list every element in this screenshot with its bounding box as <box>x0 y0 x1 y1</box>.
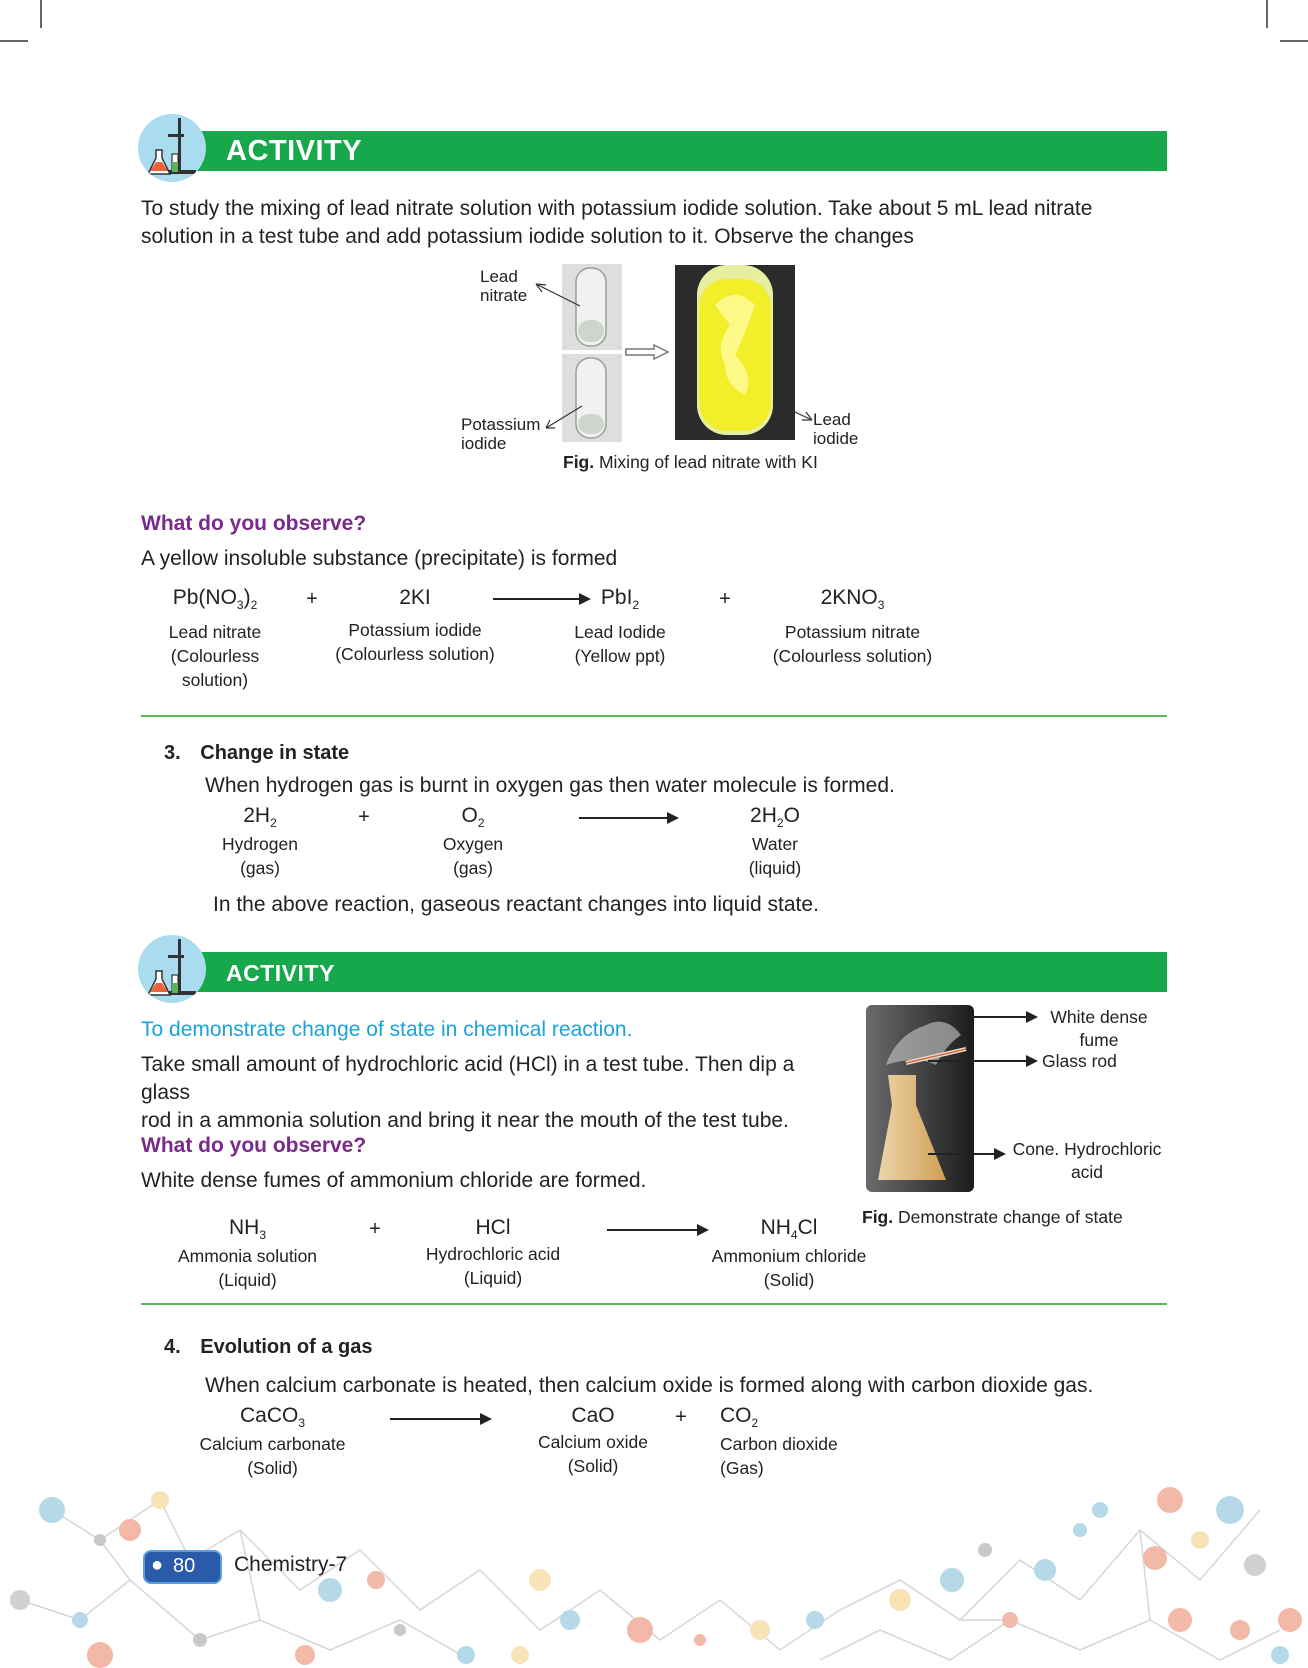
plus-sign: + <box>306 588 318 610</box>
reaction-arrow <box>607 1229 707 1231</box>
reactant-potassium-iodide: 2KI Potassium iodide (Colourless solution) <box>335 586 495 664</box>
product-water: $2H_2O$ Water (liquid) <box>748 804 802 879</box>
intro-line: solution in a test tube and add potassium iodide solution to it. Observe the changes <box>141 225 914 248</box>
product-potassium-nitrate: $2KNO_3$ Potassium nitrate (Colourless solution) <box>772 586 933 667</box>
right-arrow-icon <box>624 344 670 360</box>
book-title: Chemistry-7 <box>234 1553 348 1576</box>
page-number-icon: ● <box>151 1554 164 1576</box>
product-carbon-dioxide: $CO_2$ Carbon dioxide (Gas) <box>720 1404 838 1479</box>
product-calcium-oxide: CaO Calcium oxide (Solid) <box>538 1404 648 1476</box>
intro-line: To study the mixing of lead nitrate solution with potassium iodide solution. Take about 5 mL lead nitrate <box>141 197 1093 220</box>
product-lead-iodide: PbI$_2$ Lead Iodide (Yellow ppt) <box>574 586 666 667</box>
section-heading: 3. Change in state <box>164 742 350 764</box>
observe-heading: What do you observe? <box>141 1134 367 1157</box>
reactant-hydrochloric-acid: HCl Hydrochloric acid (Liquid) <box>425 1216 561 1288</box>
pointer-line <box>544 404 584 434</box>
activity-subtitle: To demonstrate change of state in chemical reaction. <box>141 1018 633 1041</box>
plus-sign: + <box>719 588 731 610</box>
activity-title: ACTIVITY <box>226 960 335 986</box>
section-heading: 4. Evolution of a gas <box>164 1336 373 1358</box>
section-divider <box>141 715 1167 717</box>
test-tube-photo-after <box>675 265 795 440</box>
crop-mark <box>0 40 28 42</box>
section-note: In the above reaction, gaseous reactant changes into liquid state. <box>213 893 819 916</box>
reactant-calcium-carbonate: CaCO$_3$ Calcium carbonate (Solid) <box>199 1404 346 1479</box>
reactant-hydrogen: $2H_2$ Hydrogen (gas) <box>222 804 298 879</box>
plus-sign: + <box>358 806 370 828</box>
plus-sign: + <box>369 1218 381 1240</box>
page-number: 80 <box>173 1555 196 1577</box>
section-divider <box>141 1303 1167 1305</box>
lab-icon <box>138 935 206 1003</box>
crop-mark <box>1266 0 1268 28</box>
pointer-arrow <box>928 1153 1004 1155</box>
observe-text: A yellow insoluble substance (precipitate) is formed <box>141 547 618 570</box>
pointer-line <box>534 280 584 310</box>
pointer-arrow <box>928 1060 1036 1062</box>
figure-caption: Fig. Mixing of lead nitrate with KI <box>563 452 818 472</box>
section-text: When calcium carbonate is heated, then calcium oxide is formed along with carbon dioxide gas. <box>205 1374 1094 1397</box>
section-text: When hydrogen gas is burnt in oxygen gas then water molecule is formed. <box>205 774 895 797</box>
label-fume: White dense fume <box>1050 1007 1148 1050</box>
activity-text: Take small amount of hydrochloric acid (HCl) in a test tube. Then dip a glass rod in a ammonia solution and bring it near the mouth of the test tube. <box>141 1053 795 1132</box>
reaction-arrow <box>390 1418 490 1420</box>
observe-text: White dense fumes of ammonium chloride are formed. <box>141 1169 647 1192</box>
activity-intro <box>141 195 1171 251</box>
label-glass-rod: Glass rod <box>1042 1051 1117 1071</box>
figure-caption: Fig. Demonstrate change of state <box>862 1207 1123 1227</box>
label-lead-nitrate: Lead nitrate <box>480 267 528 305</box>
label-acid: Cone. Hydrochloric acid <box>1012 1139 1162 1182</box>
reactant-lead-nitrate: $Pb(NO_3)_2$ Lead nitrate (Colourless solution) <box>150 586 280 692</box>
observe-heading: What do you observe? <box>141 512 367 535</box>
formula: $Pb(NO_3)_2$ <box>172 586 258 613</box>
product-ammonium-chloride: $NH_4Cl$ Ammonium chloride (Solid) <box>711 1216 867 1291</box>
pointer-line <box>780 404 816 424</box>
pointer-arrow <box>960 1016 1036 1018</box>
activity-banner <box>180 952 1167 992</box>
page-number-badge <box>143 1550 222 1584</box>
crop-mark <box>1280 40 1308 42</box>
crop-mark <box>40 0 42 28</box>
label-lead-iodide: Lead iodide <box>813 410 859 448</box>
plus-sign: + <box>675 1406 687 1428</box>
lab-icon <box>138 114 206 182</box>
activity-banner <box>180 131 1167 171</box>
reactant-oxygen: $O_2$ Oxygen (gas) <box>442 804 504 879</box>
label-potassium-iodide: Potassium iodide <box>461 415 541 453</box>
fume-experiment-photo <box>866 1005 974 1192</box>
activity-title: ACTIVITY <box>226 135 363 167</box>
reaction-arrow <box>579 817 677 819</box>
reactant-ammonia: $NH_3$ Ammonia solution (Liquid) <box>177 1216 318 1291</box>
